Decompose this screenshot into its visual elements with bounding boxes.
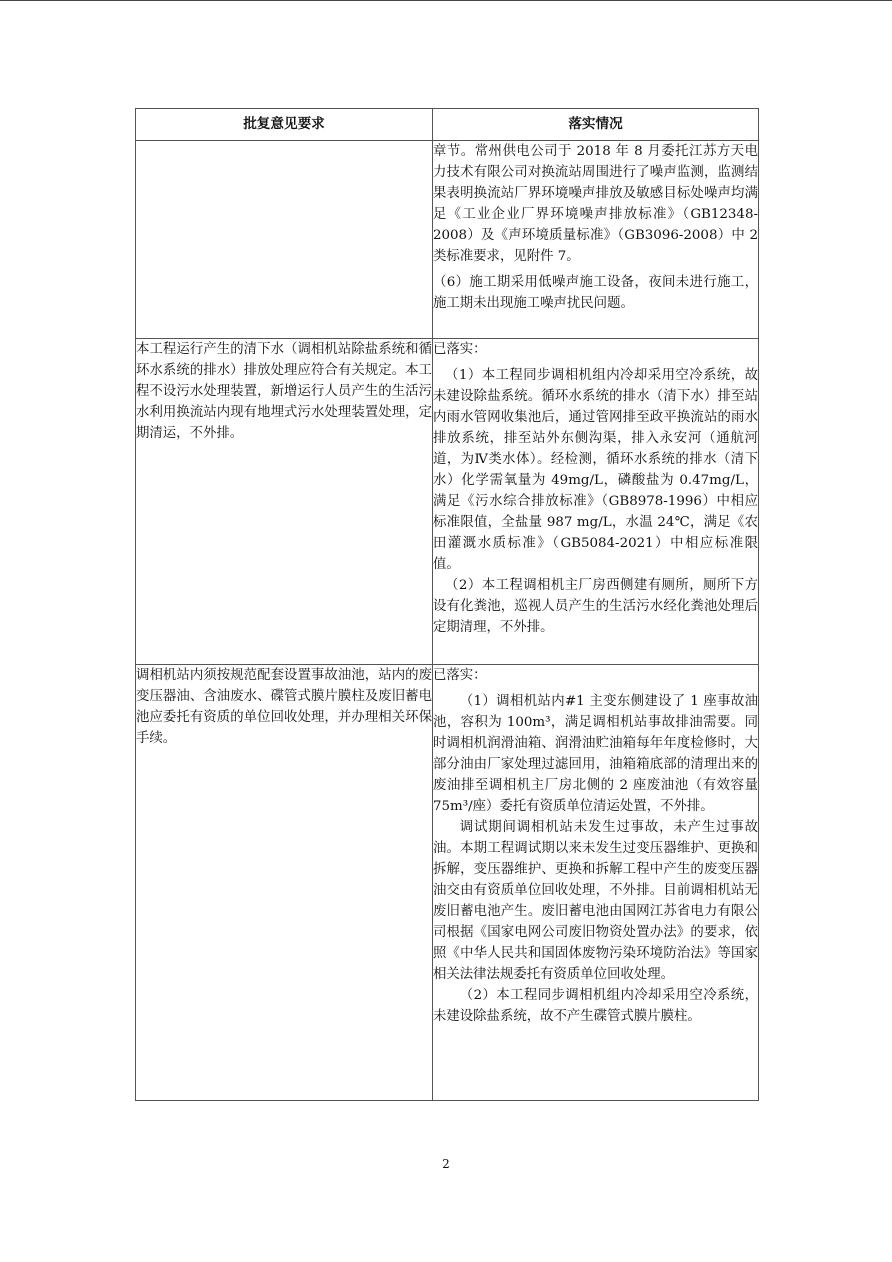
- header-requirement: 批复意见要求: [136, 109, 433, 141]
- implementation-status: 已落实：: [433, 668, 487, 683]
- implementation-text: （1）本工程同步调相机组内冷却采用空冷系统，故未建设除盐系统。循环水系统的排水（清下水）排至站内雨水管网收集池后，通过管网排至政平换流站的雨水排放系统，排至站外东侧沟渠，排入永安河（通航河道，为Ⅳ类水体）。经检测，循环水系统的排水（清下水）化学需氧量为 49mg/L，磷酸盐为 0.47mg/L，满足《污水综合排放标准》（GB8978-1996）中相应标准限值，全盐量 987 mg/L，水温 24℃，满足《农田灌溉水质标准》（GB5084-2021）中相应标准限值。: [433, 368, 758, 572]
- top-border-line: [0, 0, 892, 1]
- page-number: 2: [442, 1157, 450, 1171]
- implementation-text: 调试期间调相机站未发生过事故，未产生过事故油。本期工程调试期以来未发生过变压器维护、更换和拆解，变压器维护、更换和拆解工程中产生的废变压器油交由有资质单位回收处理，不外排。目前调相机站无废旧蓄电池产生。废旧蓄电池由国网江苏省电力有限公司根据《国家电网公司废旧物资处置办法》的要求，依照《中华人民共和国固体废物污染环境防治法》等国家相关法律法规委托有资质单位回收处理。: [433, 820, 758, 982]
- implementation-cell: [433, 141, 759, 339]
- header-implementation: 落实情况: [433, 109, 759, 141]
- requirement-cell: 本工程运行产生的清下水（调相机站除盐系统和循环水系统的排水）排放处理应符合有关规定。本工程不设污水处理装置，新增运行人员产生的生活污水利用换流站内现有地埋式污水处理装置处理，定期清运，不外排。: [136, 339, 433, 665]
- implementation-cell: [433, 339, 759, 665]
- implementation-text: （1）调相机站内#1 主变东侧建设了 1 座事故油池，容积为 100m³，满足调相机站事故排油需要。同时调相机润滑油箱、润滑油贮油箱每年年度检修时，大部分油由厂家处理过滤回用，油箱箱底部的清理出来的废油排至调相机主厂房北侧的 2 座废油池（有效容量 75m³/座）委托有资质单位清运处置，不外排。: [433, 694, 758, 814]
- requirement-cell: 调相机站内须按规范配套设置事故油池，站内的废变压器油、含油废水、碟管式膜片膜柱及废旧蓄电池应委托有资质的单位回收处理，并办理相关环保手续。: [136, 665, 433, 1101]
- table-header-row: [136, 109, 759, 141]
- implementation-status: 已落实：: [433, 342, 487, 357]
- implementation-text: （2）本工程调相机主厂房西侧建有厕所，厕所下方设有化粪池，巡视人员产生的生活污水经化粪池处理后定期清理，不外排。: [433, 578, 758, 635]
- implementation-text: （6）施工期采用低噪声施工设备，夜间未进行施工，施工期未出现施工噪声扰民问题。: [433, 275, 758, 311]
- requirement-cell: [136, 141, 433, 339]
- implementation-text: 章节。常州供电公司于 2018 年 8 月委托江苏方天电力技术有限公司对换流站周围进行了噪声监测，监测结果表明换流站厂界环境噪声排放及敏感目标处噪声均满足《工业企业厂界环境噪声排放标准》（GB12348-2008）及《声环境质量标准》（GB3096-2008）中 2 类标准要求，见附件 7。: [433, 144, 758, 264]
- approval-table: [135, 108, 759, 1101]
- implementation-text: （2）本工程同步调相机组内冷却采用空冷系统，未建设除盐系统，故不产生碟管式膜片膜柱。: [433, 988, 758, 1024]
- table-row: [136, 339, 759, 665]
- table-row: [136, 141, 759, 339]
- implementation-cell: [433, 665, 759, 1101]
- table-row: [136, 665, 759, 1101]
